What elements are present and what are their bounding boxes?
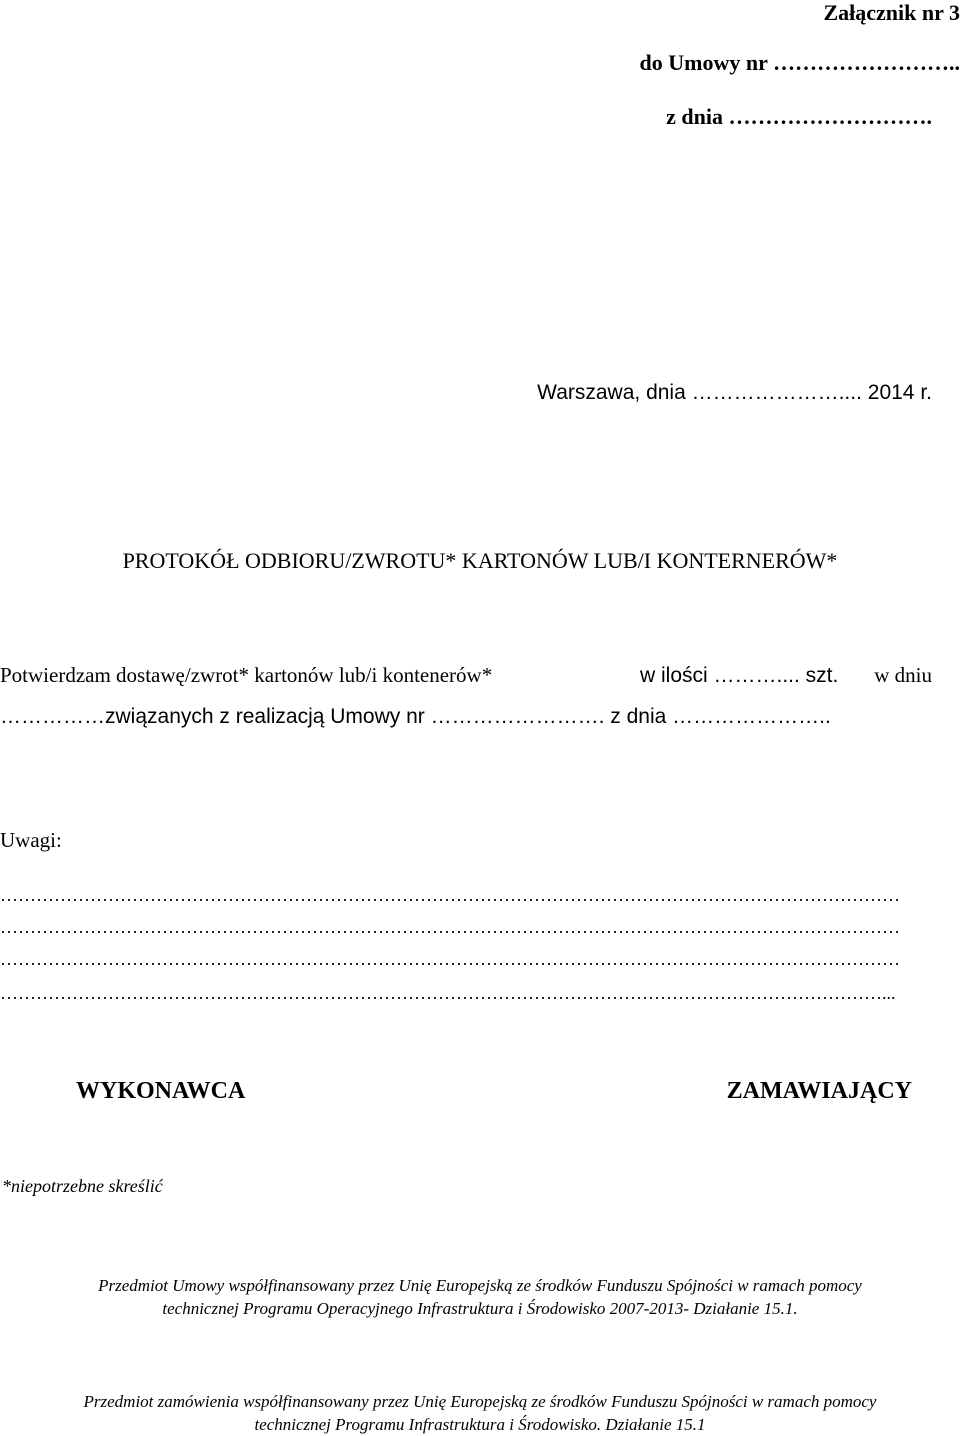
funding-note-1 [0,1274,960,1320]
funding-note-1-line-1: Przedmiot Umowy współfinansowany przez Unię Europejską ze środków Funduszu Spójności w ramach pomocy [98,1276,862,1295]
remarks-label: Uwagi: [0,828,62,852]
funding-note-2-line-2: technicznej Programu Infrastruktura i Środowisko. Działanie 15.1 [254,1415,706,1434]
place-date: Warszawa, dnia ………………….... 2014 r. [537,381,932,404]
document-title: PROTOKÓŁ ODBIORU/ZWROTU* KARTONÓW LUB/I KONTERNERÓW* [122,548,838,573]
funding-note-2 [0,1390,960,1436]
remarks-line-4: …………………………………………………………………………………………………………………………………... [0,983,896,1003]
remarks-line-1: …………………………………………………………………………………………………………………………………… [0,885,900,905]
attachment-label: Załącznik nr 3 [823,0,960,25]
footnote: *niepotrzebne skreślić [2,1176,163,1196]
funding-note-1-line-2: technicznej Programu Operacyjnego Infrastruktura i Środowisko 2007-2013- Działanie 15.1. [162,1299,798,1318]
confirmation-text [0,663,492,688]
attachment-date-line: z dnia ………………………. [666,104,932,129]
on-day-text: w dniu [874,663,932,687]
attachment-contract-line: do Umowy nr …………………….. [639,50,960,75]
remarks-line-2: …………………………………………………………………………………………………………………………………… [0,917,900,937]
client-signature-label: ZAMAWIAJĄCY [726,1078,912,1104]
remarks-line-3: …………………………………………………………………………………………………………………………………… [0,949,900,969]
funding-note-2-line-1: Przedmiot zamówienia współfinansowany przez Unię Europejską ze środków Funduszu Spójności w ramach pomocy [83,1392,877,1411]
quantity-text [640,663,838,688]
quantity-field: w ilości ……….... szt. [640,664,839,687]
contractor-signature-label: WYKONAWCA [76,1078,246,1104]
contract-reference-line: ……………związanych z realizacją Umowy nr ……………………. z dnia ………………….. [0,705,831,728]
confirmation-text-part1: Potwierdzam dostawę/zwrot* kartonów lub/i kontenerów* [0,663,493,687]
